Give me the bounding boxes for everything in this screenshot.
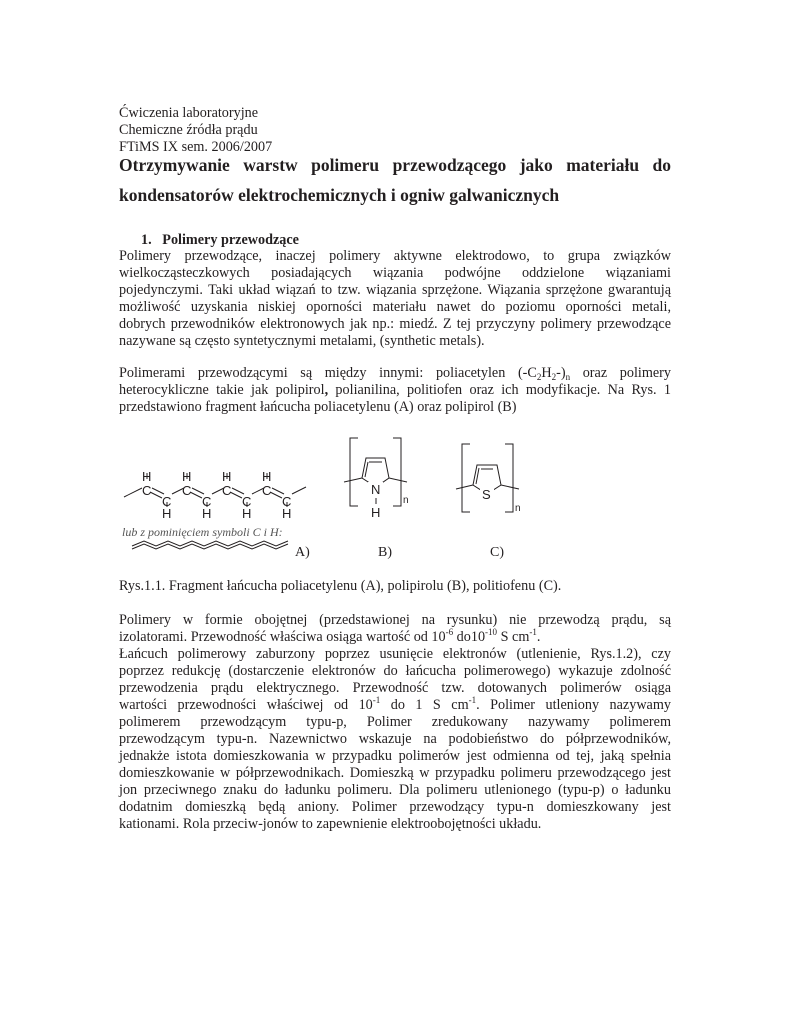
atom-h: H [282,506,292,521]
atom-h: H [222,469,232,484]
section-heading [141,232,299,249]
atom-n: N [371,482,381,497]
para4-line: przewodzenia prądu elektrycznego. Przewodność tzw. dotowanych polimerów osiąga [119,680,671,696]
polyacetylene-atoms [142,469,291,521]
document-title-line2: kondensatorów elektrochemicznych i ogniw galwanicznych [119,185,560,205]
para1-line: nazywane są często syntetycznymi metalami, (synthetic metals). [119,333,485,349]
para4-line: jednakże istota domieszkowania w przypadku polimerów jest odmienna od tej, jaką spełnia [119,748,671,764]
para2-line2: heterocykliczne takie jak polipirol, polianilina, politiofen oraz ich modyfikacje. Na Rys. 1 [119,382,671,398]
atom-h: H [162,506,172,521]
para4-line: wartości przewodności właściwej od $10^{-1}$ do 1 S $cm^{-1}$. Polimer utleniony nazywamy [119,695,671,713]
para3-line2: izolatorami. Przewodność właściwa osiąga wartość od $10^{-6}$ $do10^{-10}$ S $cm^{-1}$. [119,627,541,645]
para4-line: poprzez redukcję (dostarczenie elektronów do łańcucha polimerowego) wykazuje zdolność [119,663,671,679]
document-title-line1: Otrzymywanie warstw polimeru przewodzącego jako materiału do [119,155,671,175]
atom-c: C [282,494,292,509]
subscript-n: n [403,495,409,506]
section-number: 1. [141,232,152,248]
atom-h: H [371,505,381,520]
figure-label-c: C) [490,545,504,560]
para1-line: pojedynczymi. Taki układ wiązań to tzw. wiązania sprzężone. Wiązania sprzężone gwarantują [119,282,671,298]
atom-h: H [202,506,212,521]
header-topic: Chemiczne źródła prądu [119,122,258,138]
figure-label-b: B) [378,545,392,560]
para4-line: polimerem przewodzącym typu-p, Polimer zredukowany nazywamy polimerem [119,714,671,730]
atom-h: H [262,469,272,484]
para1-line: dobrych przewodników elektronowych jak np.: miedź. Z tej przyczyny polimery przewodzące [119,316,671,332]
atom-c: C [162,494,172,509]
figure-label-a: A) [295,545,310,560]
atom-c: C [182,483,192,498]
polypyrrole-atoms [368,482,409,520]
atom-c: C [142,483,152,498]
para1-line: możliwość uzyskania niskiej oporności materiału nawet do poziomu oporności metali, [119,299,671,315]
polyacetylene-line-formula [132,541,288,549]
para3-line1: Polimery w formie obojętnej (przedstawionej na rysunku) nie przewodzą prądu, są [119,612,671,628]
para4-line: Łańcuch polimerowy zaburzony poprzez usunięcie elektronów (utlenienie, Rys.1.2), czy [119,646,671,662]
atom-h: H [242,506,252,521]
para4-line: kationami. Rola przeciw-jonów to zapewnienie elektroobojętności układu. [119,816,542,832]
para4-line: przewodzącym typu-n. Nazewnictwo wskazuje na podobieństwo do półprzewodników, [119,731,671,747]
atom-c: C [222,483,232,498]
para4-line: jon przeciwnego znaku do ładunku polimeru. Dla polimeru utlenionego (typu-p) o ładunku [119,782,671,798]
para2-line3: przedstawiono fragment łańcucha poliacetylenu (A) oraz polipirol (B) [119,399,517,415]
atom-h: H [142,469,152,484]
para1-line: Polimery przewodzące, inaczej polimery aktywne elektrodowo, to grupa związków [119,248,671,264]
atom-h: H [182,469,192,484]
figure-note: lub z pominięciem symboli C i H: [122,525,283,539]
atom-s: S [482,487,491,502]
para2-line1: Polimerami przewodzącymi są między innymi: poliacetylen $(-C_2H_2-)_n$ oraz polimery [119,365,671,382]
header-course: Ćwiczenia laboratoryjne [119,105,259,121]
para1-line: wielkocząsteczkowych posiadających wiązania podwójne oddzielone wiązaniami [119,265,671,281]
para4-line: dodatnim domieszką będą aniony. Polimer przewodzący typu-n domieszkowany jest [119,799,671,815]
atom-c: C [242,494,252,509]
header-semester: FTiMS IX sem. 2006/2007 [119,139,273,155]
subscript-n: n [515,503,521,514]
chemical-structures-figure [110,430,550,565]
atom-c: C [202,494,212,509]
figure-caption: Rys.1.1. Fragment łańcucha poliacetylenu (A), polipirolu (B), politiofenu (C). [119,578,562,594]
para4-line: domieszkowanie w półprzewodnikach. Domieszką w przypadku polimeru przewodzącego jest [119,765,671,781]
section-title: Polimery przewodzące [162,232,299,248]
atom-c: C [262,483,272,498]
polythiophene-atoms [480,487,521,514]
